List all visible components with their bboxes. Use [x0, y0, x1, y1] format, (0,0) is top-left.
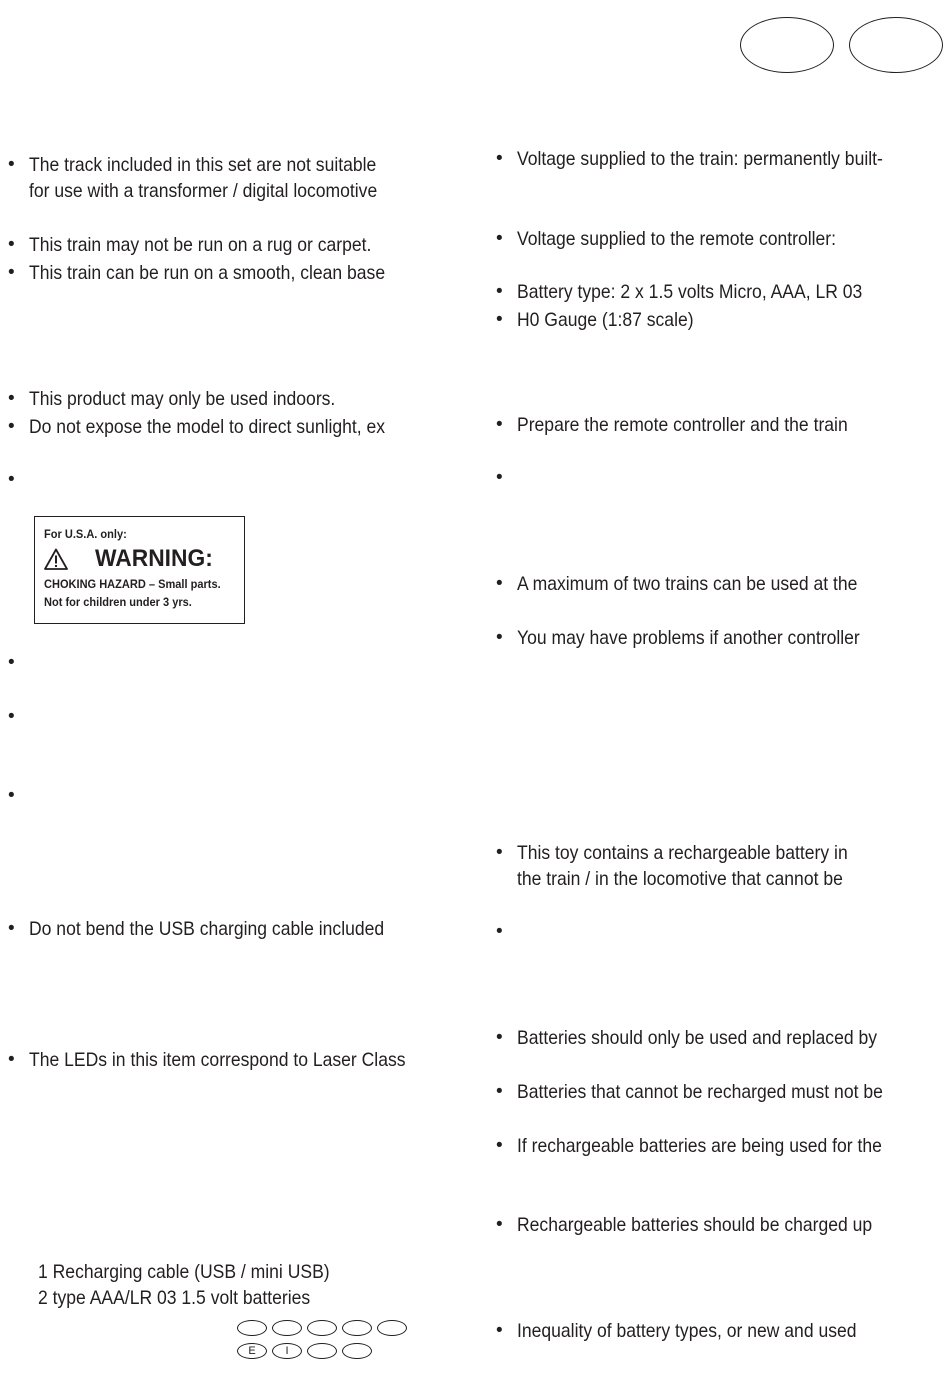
- left-item-track: The track included in this set are not suitable for use with a transformer / digital locomotive: [29, 154, 378, 202]
- language-oval: [342, 1343, 372, 1359]
- right-item-battery-type: Battery type: 2 x 1.5 volts Micro, AAA, LR 03: [517, 281, 863, 303]
- left-item-usb-cable: Do not bend the USB charging cable included: [29, 918, 385, 940]
- bullet: •: [8, 785, 15, 806]
- left-item-rug: This train may not be run on a rug or carpet.: [29, 234, 372, 256]
- right-item-other-controller: You may have problems if another controller: [517, 627, 860, 649]
- warning-line-1: CHOKING HAZARD – Small parts.: [44, 577, 221, 591]
- right-item-charge-up: Rechargeable batteries should be charged up: [517, 1214, 873, 1236]
- right-item-remote-voltage: Voltage supplied to the remote controller:: [517, 228, 837, 250]
- right-item-non-rechargeable: Batteries that cannot be recharged must not be: [517, 1081, 883, 1103]
- left-item-leds: The LEDs in this item correspond to Laser Class: [29, 1049, 406, 1071]
- bullet: •: [8, 262, 15, 283]
- bullet: •: [496, 228, 503, 249]
- language-oval: [307, 1343, 337, 1359]
- language-badge-2: [849, 17, 943, 73]
- contents-line-1: 1 Recharging cable (USB / mini USB): [38, 1261, 330, 1283]
- bullet: •: [496, 1027, 503, 1048]
- language-oval-e: E: [237, 1343, 267, 1359]
- contents-line-2: 2 type AAA/LR 03 1.5 volt batteries: [38, 1287, 311, 1309]
- language-oval: [272, 1320, 302, 1336]
- bullet: •: [496, 627, 503, 648]
- right-item-gauge: H0 Gauge (1:87 scale): [517, 309, 694, 331]
- language-badge-1: [740, 17, 834, 73]
- bullet: •: [8, 234, 15, 255]
- bullet: •: [8, 918, 15, 939]
- bullet: •: [496, 148, 503, 169]
- bullet: •: [496, 921, 503, 942]
- right-item-rechargeable-used: If rechargeable batteries are being used for the: [517, 1135, 882, 1157]
- warning-triangle-icon: [44, 548, 68, 570]
- left-item-base: This train can be run on a smooth, clean base: [29, 262, 386, 284]
- bullet: •: [496, 309, 503, 330]
- bullet: •: [496, 842, 503, 863]
- left-item-indoors: This product may only be used indoors.: [29, 388, 336, 410]
- bullet: •: [496, 1320, 503, 1341]
- bullet: •: [496, 1081, 503, 1102]
- right-item-prepare: Prepare the remote controller and the train: [517, 414, 848, 436]
- warning-region: For U.S.A. only:: [44, 527, 127, 541]
- bullet: •: [8, 706, 15, 727]
- bullet: •: [496, 1135, 503, 1156]
- bullet: •: [8, 388, 15, 409]
- bullet: •: [8, 1049, 15, 1070]
- right-item-train-voltage: Voltage supplied to the train: permanently built-: [517, 148, 883, 170]
- bullet: •: [8, 416, 15, 437]
- right-item-replace: Batteries should only be used and replaced by: [517, 1027, 878, 1049]
- bullet: •: [8, 469, 15, 490]
- right-item-inequality: Inequality of battery types, or new and used: [517, 1320, 857, 1342]
- warning-title: WARNING:: [95, 545, 213, 572]
- bullet: •: [496, 573, 503, 594]
- right-item-rechargeable: This toy contains a rechargeable battery in the train / in the locomotive that cannot be: [517, 842, 848, 890]
- language-oval: [342, 1320, 372, 1336]
- bullet: •: [8, 154, 15, 175]
- language-oval: [377, 1320, 407, 1336]
- language-oval-i: I: [272, 1343, 302, 1359]
- left-item-sunlight: Do not expose the model to direct sunlight, ex: [29, 416, 386, 438]
- bullet: •: [496, 467, 503, 488]
- warning-line-2: Not for children under 3 yrs.: [44, 595, 192, 609]
- choking-hazard-label: [34, 516, 245, 624]
- bullet: •: [496, 414, 503, 435]
- bullet: •: [496, 1214, 503, 1235]
- bullet: •: [8, 652, 15, 673]
- bullet: •: [496, 281, 503, 302]
- language-oval: [237, 1320, 267, 1336]
- language-oval: [307, 1320, 337, 1336]
- right-item-two-trains: A maximum of two trains can be used at the: [517, 573, 858, 595]
